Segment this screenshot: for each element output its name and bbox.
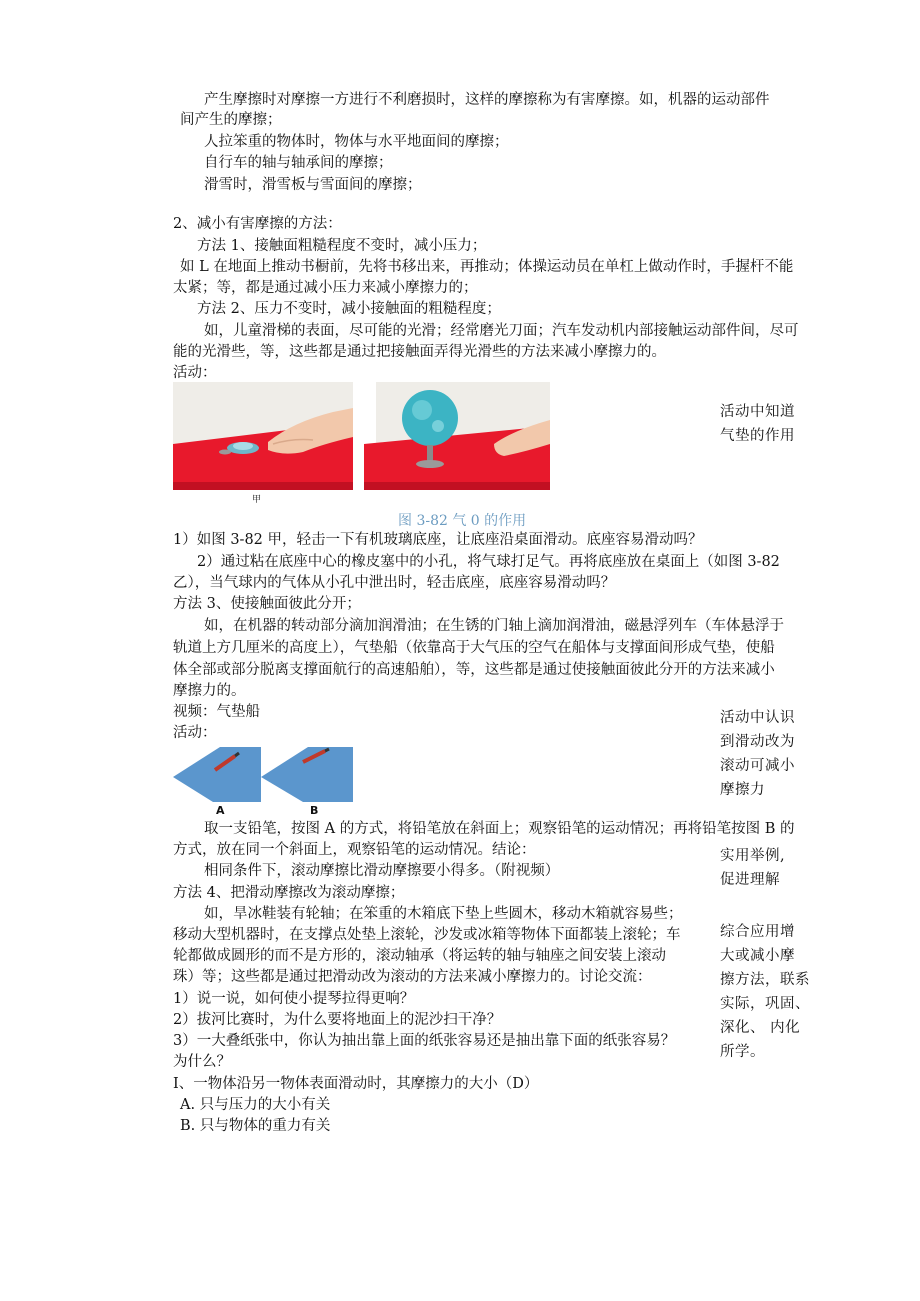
side-note-line: 实际，巩固、 <box>720 996 810 1012</box>
side-note-line: 活动中认识 <box>720 710 795 726</box>
figure-label-a: A <box>216 804 225 817</box>
text-line: 方式，放在同一个斜面上，观察铅笔的运动情况。结论： <box>173 842 536 858</box>
text-line: 能的光滑些，等，这些都是通过把接触面弄得光滑些的方法来减小摩擦力的。 <box>173 344 666 360</box>
side-note-line: 大或减小摩 <box>720 948 795 964</box>
figure-slopes <box>173 742 358 802</box>
side-note-line: 实用举例, <box>720 848 786 864</box>
text-line: 1）如图 3-82 甲，轻击一下有机玻璃底座，让底座沿桌面滑动。底座容易滑动吗？ <box>173 532 703 548</box>
side-note-line: 所学。 <box>720 1044 765 1060</box>
figure-label-jia: 甲 <box>252 495 262 505</box>
text-line: 轮都做成圆形的而不是方形的，滚动轴承（将运转的轴与轴座之间安装上滚动 <box>173 948 666 964</box>
text-line: 取一支铅笔，按图 A 的方式，将铅笔放在斜面上；观察铅笔的运动情况；再将铅笔按图 B 的 <box>204 821 795 837</box>
text-line: 相同条件下，滚动摩擦比滑动摩擦要小得多。（附视频） <box>204 863 560 879</box>
text-line: 2）通过粘在底座中心的橡皮塞中的小孔，将气球打足气。再将底座放在桌面上（如图 3-82 <box>197 554 780 570</box>
side-note-line: 综合应用增 <box>720 924 795 940</box>
side-note-examples <box>720 844 815 892</box>
text-line: 如，儿童滑梯的表面，尽可能的光滑；经常磨光刀面；汽车发动机内部接触运动部件间，尽可 <box>204 323 799 339</box>
text-line: 活动： <box>173 725 217 741</box>
question-line: I、一物体沿另一物体表面滑动时，其摩擦力的大小（D） <box>173 1076 539 1092</box>
text-line: 自行车的轴与轴承间的摩擦； <box>204 155 393 171</box>
text-line: 人拉笨重的物体时，物体与水平地面间的摩擦； <box>204 134 509 150</box>
text-line: 如，在机器的转动部分滴加润滑油；在生锈的门轴上滴加润滑油，磁悬浮列车（车体悬浮于 <box>204 618 784 634</box>
text-line: 移动大型机器时，在支撑点处垫上滚轮，沙发或冰箱等物体下面都装上滚轮；车 <box>173 927 681 943</box>
figure-caption: 图 3-82 气 0 的作用 <box>398 513 527 529</box>
text-line: 间产生的摩擦； <box>180 112 282 128</box>
side-note-line: 活动中知道 <box>720 404 795 420</box>
text-line: 方法 3、使接触面彼此分开； <box>173 596 361 612</box>
side-note-line: 滚动可减小 <box>720 758 795 774</box>
figure-label-b: B <box>310 804 319 817</box>
side-note-line: 深化、 内化 <box>720 1020 801 1036</box>
text-line: 方法 1、接触面粗糙程度不变时，减小压力； <box>197 238 487 254</box>
text-line: 1）说一说，如何使小提琴拉得更响？ <box>173 991 415 1007</box>
side-note-line: 摩擦力 <box>720 782 765 798</box>
side-note-line: 擦方法，联系 <box>720 972 810 988</box>
side-note-rolling <box>720 706 815 802</box>
text-line: 如，旱冰鞋装有轮轴；在笨重的木箱底下垫上些圆木，移动木箱就容易些； <box>204 906 683 922</box>
side-note-line: 到滑动改为 <box>720 734 795 750</box>
text-line: 太紧；等，都是通过减小压力来减小摩擦力的； <box>173 280 478 296</box>
text-line: 轨道上方几厘米的高度上），气垫船（依靠高于大气压的空气在船体与支撑面间形成气垫，使船 <box>173 640 775 656</box>
text-line: 3）一大叠纸张中，你认为抽出靠上面的纸张容易还是抽出靠下面的纸张容易？ <box>173 1033 676 1049</box>
option-b: B. 只与物体的重力有关 <box>180 1118 331 1134</box>
text-line: 体全部或部分脱离支撑面航行的高速船舶），等，这些都是通过使接触面彼此分开的方法来减小 <box>173 662 775 678</box>
text-line: 滑雪时，滑雪板与雪面间的摩擦； <box>204 177 422 193</box>
text-line: 乙），当气球内的气体从小孔中泄出时，轻击底座，底座容易滑动吗？ <box>173 575 616 591</box>
section-heading: 2、减小有害摩擦的方法： <box>173 216 342 232</box>
text-line: 活动： <box>173 365 217 381</box>
option-a: A. 只与压力的大小有关 <box>180 1097 331 1113</box>
text-line: 为什么？ <box>173 1054 231 1070</box>
text-line: 方法 2、压力不变时，减小接触面的粗糙程度； <box>197 301 501 317</box>
side-note-line: 气垫的作用 <box>720 428 795 444</box>
text-line: 方法 4、把滑动摩擦改为滚动摩擦； <box>173 885 405 901</box>
photo-balloon-on-base <box>364 382 550 490</box>
photo-puck-on-table <box>173 382 353 490</box>
text-line: 视频：气垫船 <box>173 704 260 720</box>
side-note-apply <box>720 920 815 1064</box>
side-note-line: 促进理解 <box>720 872 780 888</box>
text-line: 摩擦力的。 <box>173 683 246 699</box>
text-line: 如 L 在地面上推动书橱前，先将书移出来，再推动；体操运动员在单杠上做动作时，手握杆不能 <box>180 259 794 275</box>
side-note-air-cushion <box>720 400 815 448</box>
text-line: 产生摩擦时对摩擦一方进行不利磨损时，这样的摩擦称为有害摩擦。如，机器的运动部件 <box>204 92 770 108</box>
text-line: 2）拔河比赛时，为什么要将地面上的泥沙扫干净？ <box>173 1012 502 1028</box>
text-line: 珠）等；这些都是通过把滑动改为滚动的方法来减小摩擦力的。讨论交流： <box>173 969 652 985</box>
